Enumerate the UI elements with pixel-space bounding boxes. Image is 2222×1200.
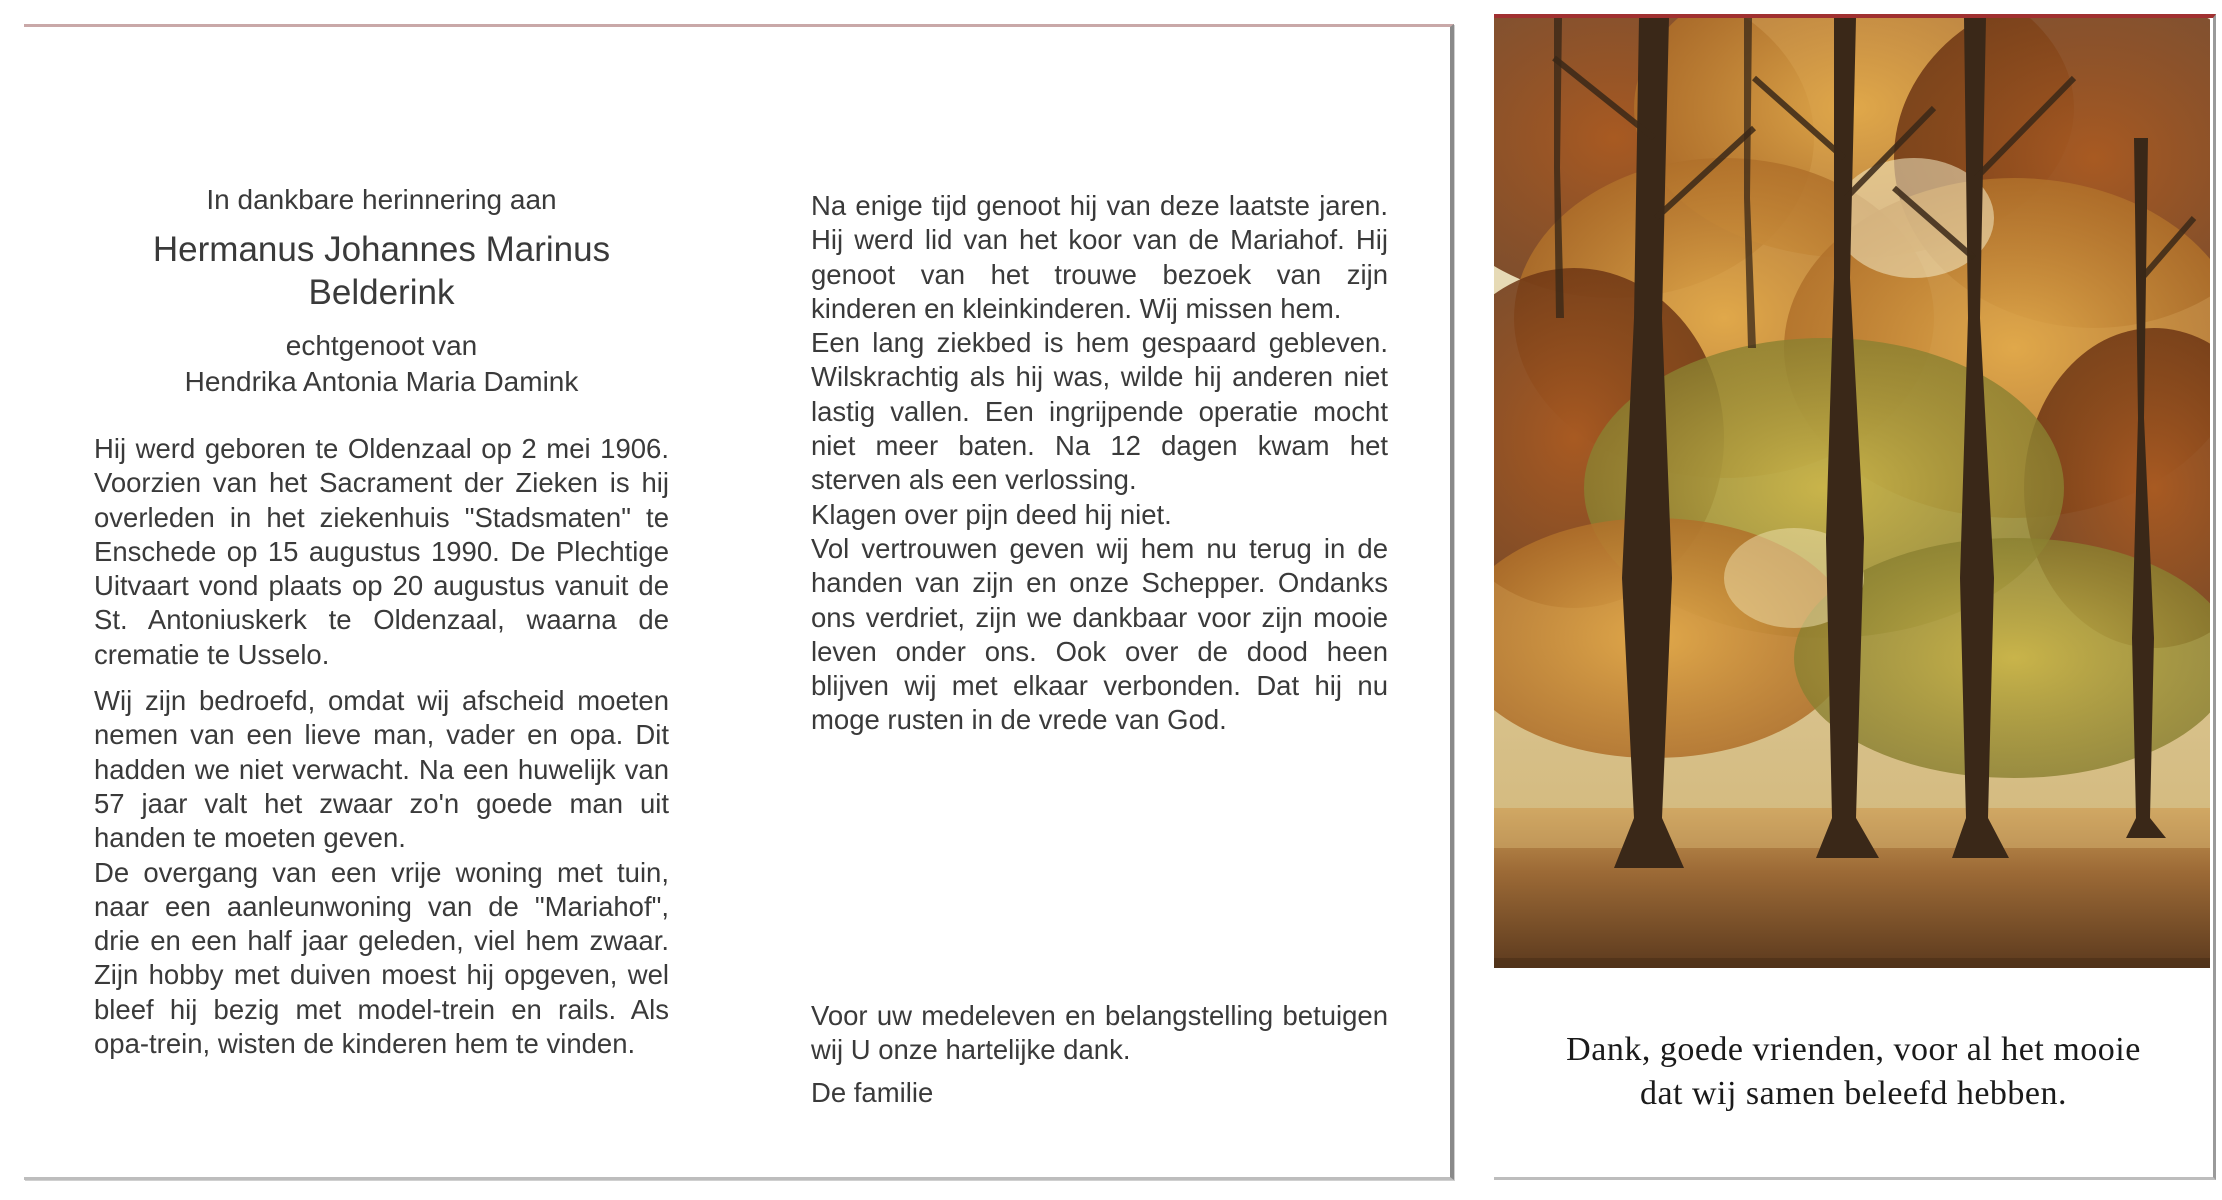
photo-card	[1494, 14, 2216, 1180]
deceased-name-line1: Hermanus Johannes Marinus	[152, 230, 611, 269]
signature: De familie	[811, 1076, 934, 1108]
biography-paragraph: Hij werd geboren te Oldenzaal op 2 mei 1906. Voorzien van het Sacrament der Zieken is hij overleden in het ziekenhuis "Stadsmaten" te Enschede op 15 augustus 1990. De Plechtige Uitvaart vond plaats op 20 augustus vanuit de St. Antoniuskerk te Oldenzaal, waarna de crematie te Usselo.	[94, 433, 669, 670]
pain-paragraph: Klagen over pijn deed hij niet.	[811, 498, 1172, 530]
life-paragraph: De overgang van een vrije woning met tuin, naar een aanleunwoning van de "Mariahof", drie en een half jaar geleden, viel hem zwaar. Zijn hobby met duiven moest hij opgeven, wel bleef hij bezig met model-trein en rails. Als opa-trein, wisten de kinderen hem te vinden.	[94, 856, 669, 1060]
caption-line2: dat wij samen beleefd hebben.	[1639, 1075, 2068, 1112]
illness-paragraph: Een lang ziekbed is hem gespaard gebleven. Wilskrachtig als hij was, wilde hij anderen niet lastig vallen. Een ingrijpende operatie mocht niet meer baten. Na 12 dagen kwam het sterven als een verlossing.	[811, 327, 1388, 496]
memorial-card-inside	[24, 24, 1454, 1180]
thanks-text: Voor uw medeleven en belangstelling betuigen wij U onze hartelijke dank.	[811, 1000, 1388, 1066]
later-years-paragraph: Na enige tijd genoot hij van deze laatste jaren. Hij werd lid van het koor van de Mariahof. Hij genoot van het trouwe bezoek van zijn kinderen en kleinkinderen. Wij missen hem.	[811, 190, 1388, 324]
photo-caption	[1494, 1028, 2213, 1116]
grief-paragraph: Wij zijn bedroefd, omdat wij afscheid moeten nemen van een lieve man, vader en opa. Dit hadden we niet verwacht. Na een huwelijk van 57 jaar valt het zwaar zo'n goede man uit handen te moeten geven.	[94, 685, 669, 854]
left-column	[94, 182, 669, 1061]
thanks-block	[811, 999, 1388, 1110]
spouse-label: echtgenoot van	[285, 330, 478, 361]
faith-paragraph: Vol vertrouwen geven wij hem nu terug in de handen van zijn en onze Schepper. Ondanks ons verdriet, zijn we dankbaar voor zijn mooie leven onder ons. Ook over de dood heen blijven wij met elkaar verbonden. Dat hij nu moge rusten in de vrede van God.	[811, 532, 1388, 736]
caption-line1: Dank, goede vrienden, voor al het mooie	[1566, 1031, 2141, 1068]
right-column	[811, 189, 1388, 738]
autumn-forest-photo	[1494, 18, 2213, 968]
deceased-name-line2: Belderink	[308, 273, 455, 312]
spouse-name: Hendrika Antonia Maria Damink	[184, 366, 579, 397]
intro-text: In dankbare herinnering aan	[206, 184, 557, 215]
